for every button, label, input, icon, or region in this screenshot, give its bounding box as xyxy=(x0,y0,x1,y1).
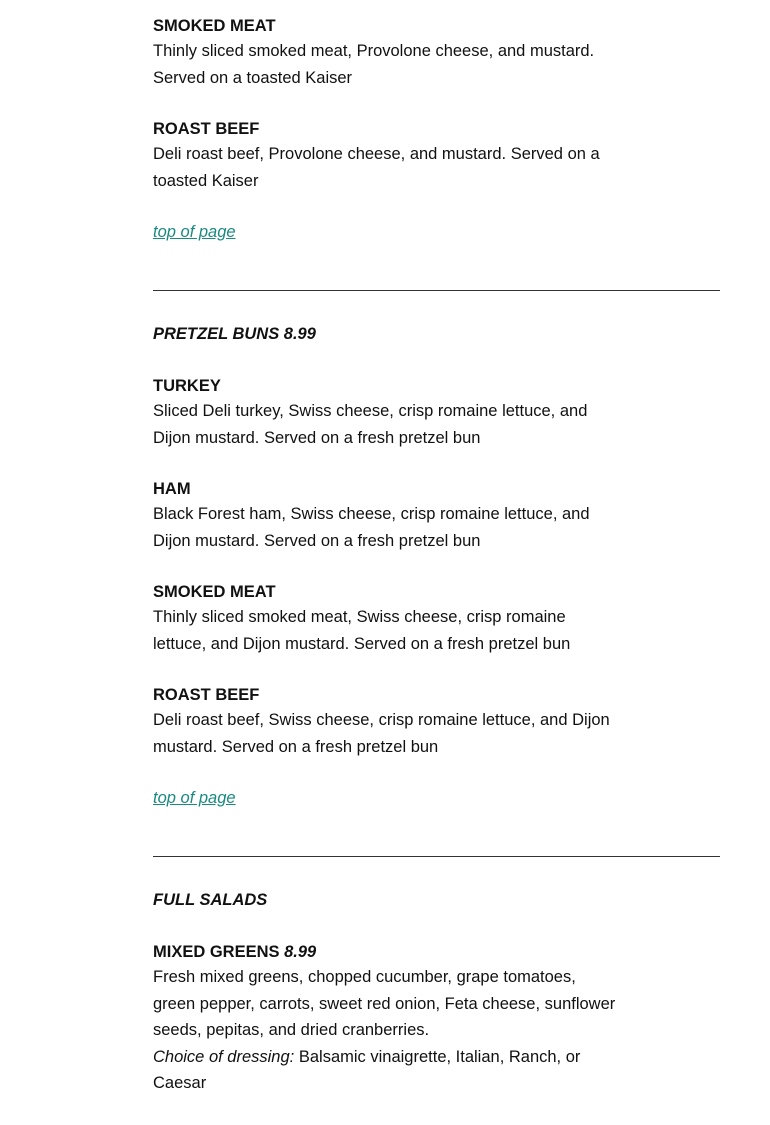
dressing-label: Choice of dressing: xyxy=(153,1047,295,1066)
item-description: Fresh mixed greens, chopped cucumber, grape tomatoes, green pepper, carrots, sweet red onion, Feta cheese, sunflower seeds, pepitas, and dried cranberries. xyxy=(153,968,616,1039)
item-description: Black Forest ham, Swiss cheese, crisp romaine lettuce, and Dijon mustard. Served on a fresh pretzel bun xyxy=(153,505,590,550)
menu-item-smoked-meat-pretzel xyxy=(153,580,720,657)
item-description: Deli roast beef, Provolone cheese, and mustard. Served on a toasted Kaiser xyxy=(153,145,600,190)
item-price: 8.99 xyxy=(284,943,317,961)
dressing-line xyxy=(153,1044,618,1097)
menu-item-smoked-meat-kaiser xyxy=(153,14,720,91)
item-description: Thinly sliced smoked meat, Swiss cheese, crisp romaine lettuce, and Dijon mustard. Served on a fresh pretzel bun xyxy=(153,608,571,653)
top-of-page-link[interactable]: top of page xyxy=(153,789,236,807)
menu-item-roast-beef-pretzel xyxy=(153,683,720,760)
item-name: ROAST BEEF xyxy=(153,120,260,138)
top-of-page-link[interactable]: top of page xyxy=(153,223,236,241)
dressing-options: Balsamic vinaigrette, Italian, Ranch, or Caesar xyxy=(153,1047,581,1092)
menu-item-ham xyxy=(153,477,720,554)
menu-content xyxy=(153,14,720,1123)
item-name: SMOKED MEAT xyxy=(153,583,276,601)
item-name-text: MIXED GREENS xyxy=(153,943,280,961)
item-name: TURKEY xyxy=(153,377,221,395)
item-description: Sliced Deli turkey, Swiss cheese, crisp romaine lettuce, and Dijon mustard. Served on a fresh pretzel bun xyxy=(153,402,588,447)
item-description: Thinly sliced smoked meat, Provolone cheese, and mustard. Served on a toasted Kaiser xyxy=(153,42,595,87)
item-name xyxy=(153,940,720,964)
item-name: SMOKED MEAT xyxy=(153,17,276,35)
item-description: Deli roast beef, Swiss cheese, crisp romaine lettuce, and Dijon mustard. Served on a fresh pretzel bun xyxy=(153,711,610,756)
menu-item-roast-beef-kaiser xyxy=(153,117,720,194)
item-name: HAM xyxy=(153,480,191,498)
section-title-full-salads: FULL SALADS xyxy=(153,891,268,909)
item-name: ROAST BEEF xyxy=(153,686,260,704)
menu-item-turkey xyxy=(153,374,720,451)
menu-item-mixed-greens xyxy=(153,940,720,1097)
section-title-pretzel-buns: PRETZEL BUNS 8.99 xyxy=(153,325,316,343)
